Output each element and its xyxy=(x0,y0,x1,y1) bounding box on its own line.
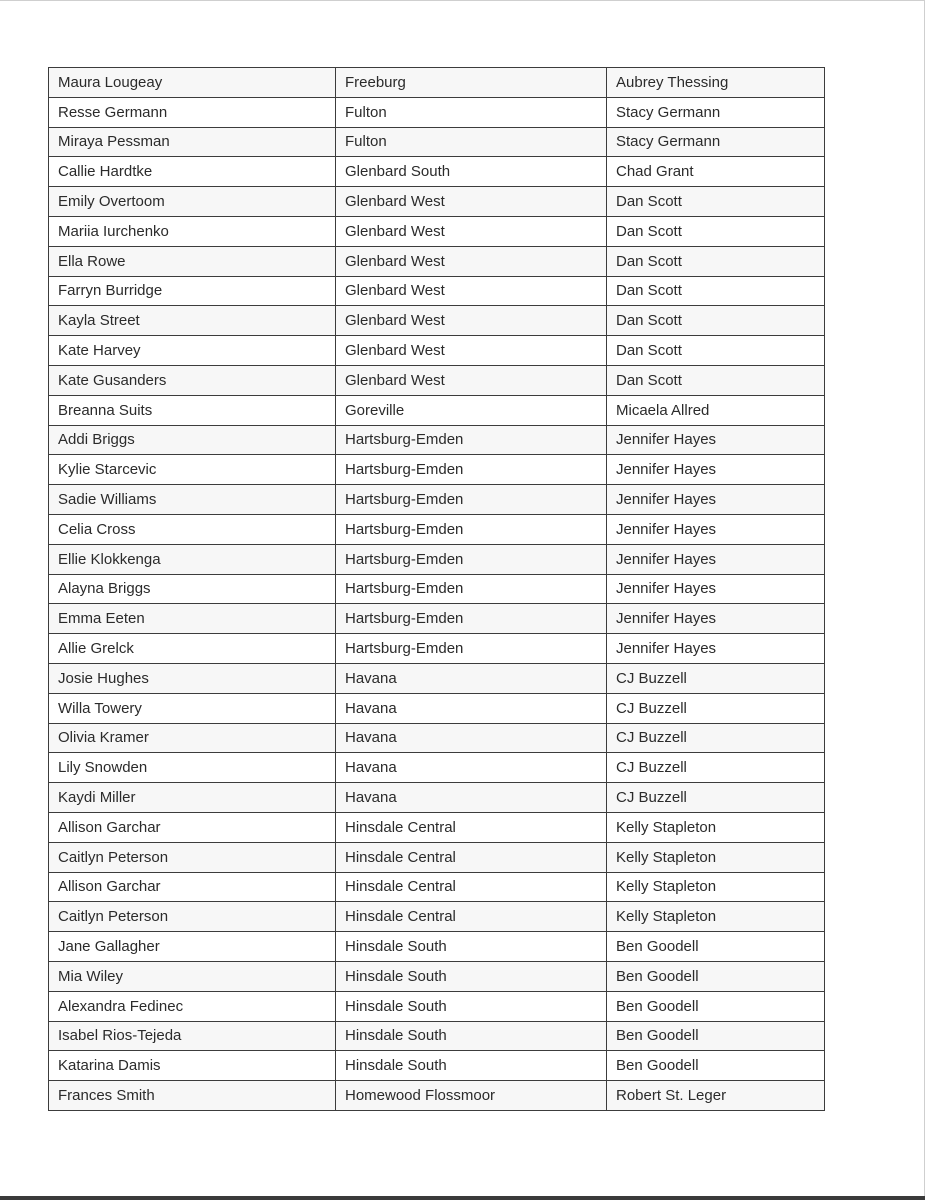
table-row xyxy=(49,485,825,515)
athlete-name-cell: Caitlyn Peterson xyxy=(49,902,336,932)
school-cell: Hartsburg-Emden xyxy=(336,485,607,515)
roster-table-body xyxy=(49,68,825,1111)
school-cell: Glenbard West xyxy=(336,306,607,336)
roster-table xyxy=(48,67,825,1111)
school-cell: Goreville xyxy=(336,395,607,425)
table-row xyxy=(49,425,825,455)
coach-name-cell: Jennifer Hayes xyxy=(607,634,825,664)
table-row xyxy=(49,842,825,872)
coach-name-cell: Dan Scott xyxy=(607,187,825,217)
school-cell: Hartsburg-Emden xyxy=(336,425,607,455)
coach-name-cell: Jennifer Hayes xyxy=(607,604,825,634)
table-row xyxy=(49,306,825,336)
school-cell: Glenbard West xyxy=(336,246,607,276)
athlete-name-cell: Mia Wiley xyxy=(49,961,336,991)
coach-name-cell: Kelly Stapleton xyxy=(607,902,825,932)
athlete-name-cell: Allison Garchar xyxy=(49,812,336,842)
athlete-name-cell: Lily Snowden xyxy=(49,753,336,783)
athlete-name-cell: Mariia Iurchenko xyxy=(49,216,336,246)
coach-name-cell: Chad Grant xyxy=(607,157,825,187)
athlete-name-cell: Allison Garchar xyxy=(49,872,336,902)
athlete-name-cell: Callie Hardtke xyxy=(49,157,336,187)
athlete-name-cell: Frances Smith xyxy=(49,1081,336,1111)
coach-name-cell: Jennifer Hayes xyxy=(607,544,825,574)
coach-name-cell: Dan Scott xyxy=(607,306,825,336)
table-row xyxy=(49,783,825,813)
table-row xyxy=(49,753,825,783)
coach-name-cell: Jennifer Hayes xyxy=(607,514,825,544)
school-cell: Havana xyxy=(336,783,607,813)
coach-name-cell: Ben Goodell xyxy=(607,1021,825,1051)
athlete-name-cell: Kayla Street xyxy=(49,306,336,336)
table-row xyxy=(49,902,825,932)
athlete-name-cell: Kate Harvey xyxy=(49,336,336,366)
school-cell: Glenbard South xyxy=(336,157,607,187)
coach-name-cell: CJ Buzzell xyxy=(607,783,825,813)
school-cell: Havana xyxy=(336,663,607,693)
coach-name-cell: Dan Scott xyxy=(607,336,825,366)
coach-name-cell: Kelly Stapleton xyxy=(607,872,825,902)
school-cell: Hinsdale Central xyxy=(336,842,607,872)
athlete-name-cell: Kate Gusanders xyxy=(49,365,336,395)
coach-name-cell: CJ Buzzell xyxy=(607,693,825,723)
table-row xyxy=(49,455,825,485)
table-row xyxy=(49,127,825,157)
table-row xyxy=(49,187,825,217)
school-cell: Hinsdale Central xyxy=(336,812,607,842)
coach-name-cell: Jennifer Hayes xyxy=(607,455,825,485)
table-row xyxy=(49,1051,825,1081)
school-cell: Hinsdale South xyxy=(336,991,607,1021)
school-cell: Homewood Flossmoor xyxy=(336,1081,607,1111)
coach-name-cell: Jennifer Hayes xyxy=(607,485,825,515)
coach-name-cell: Micaela Allred xyxy=(607,395,825,425)
coach-name-cell: Dan Scott xyxy=(607,365,825,395)
athlete-name-cell: Resse Germann xyxy=(49,97,336,127)
table-row xyxy=(49,693,825,723)
table-row xyxy=(49,246,825,276)
athlete-name-cell: Olivia Kramer xyxy=(49,723,336,753)
table-row xyxy=(49,514,825,544)
coach-name-cell: Ben Goodell xyxy=(607,961,825,991)
table-row xyxy=(49,68,825,98)
athlete-name-cell: Willa Towery xyxy=(49,693,336,723)
school-cell: Fulton xyxy=(336,127,607,157)
athlete-name-cell: Katarina Damis xyxy=(49,1051,336,1081)
athlete-name-cell: Alexandra Fedinec xyxy=(49,991,336,1021)
school-cell: Hinsdale South xyxy=(336,1021,607,1051)
athlete-name-cell: Sadie Williams xyxy=(49,485,336,515)
coach-name-cell: Ben Goodell xyxy=(607,932,825,962)
school-cell: Hartsburg-Emden xyxy=(336,514,607,544)
table-row xyxy=(49,961,825,991)
coach-name-cell: Dan Scott xyxy=(607,246,825,276)
page-bottom-border xyxy=(0,1196,925,1200)
athlete-name-cell: Kylie Starcevic xyxy=(49,455,336,485)
coach-name-cell: Kelly Stapleton xyxy=(607,842,825,872)
school-cell: Hinsdale South xyxy=(336,1051,607,1081)
table-row xyxy=(49,1081,825,1111)
coach-name-cell: CJ Buzzell xyxy=(607,753,825,783)
coach-name-cell: Stacy Germann xyxy=(607,97,825,127)
coach-name-cell: Kelly Stapleton xyxy=(607,812,825,842)
table-row xyxy=(49,216,825,246)
athlete-name-cell: Caitlyn Peterson xyxy=(49,842,336,872)
coach-name-cell: Ben Goodell xyxy=(607,1051,825,1081)
table-row xyxy=(49,634,825,664)
school-cell: Hartsburg-Emden xyxy=(336,604,607,634)
school-cell: Havana xyxy=(336,723,607,753)
school-cell: Glenbard West xyxy=(336,336,607,366)
athlete-name-cell: Emily Overtoom xyxy=(49,187,336,217)
athlete-name-cell: Kaydi Miller xyxy=(49,783,336,813)
athlete-name-cell: Miraya Pessman xyxy=(49,127,336,157)
athlete-name-cell: Celia Cross xyxy=(49,514,336,544)
school-cell: Glenbard West xyxy=(336,187,607,217)
table-row xyxy=(49,1021,825,1051)
table-row xyxy=(49,663,825,693)
table-row xyxy=(49,932,825,962)
coach-name-cell: CJ Buzzell xyxy=(607,663,825,693)
table-row xyxy=(49,276,825,306)
athlete-name-cell: Breanna Suits xyxy=(49,395,336,425)
athlete-name-cell: Allie Grelck xyxy=(49,634,336,664)
athlete-name-cell: Isabel Rios-Tejeda xyxy=(49,1021,336,1051)
table-row xyxy=(49,544,825,574)
school-cell: Glenbard West xyxy=(336,216,607,246)
table-row xyxy=(49,991,825,1021)
table-row xyxy=(49,723,825,753)
coach-name-cell: Dan Scott xyxy=(607,276,825,306)
table-row xyxy=(49,604,825,634)
coach-name-cell: Dan Scott xyxy=(607,216,825,246)
athlete-name-cell: Maura Lougeay xyxy=(49,68,336,98)
table-row xyxy=(49,157,825,187)
school-cell: Havana xyxy=(336,753,607,783)
school-cell: Glenbard West xyxy=(336,276,607,306)
athlete-name-cell: Ella Rowe xyxy=(49,246,336,276)
school-cell: Hinsdale Central xyxy=(336,902,607,932)
coach-name-cell: Jennifer Hayes xyxy=(607,574,825,604)
table-row xyxy=(49,812,825,842)
school-cell: Hinsdale South xyxy=(336,961,607,991)
table-row xyxy=(49,97,825,127)
page-top-border xyxy=(0,0,925,1)
school-cell: Fulton xyxy=(336,97,607,127)
school-cell: Hartsburg-Emden xyxy=(336,544,607,574)
coach-name-cell: Jennifer Hayes xyxy=(607,425,825,455)
athlete-name-cell: Alayna Briggs xyxy=(49,574,336,604)
school-cell: Hartsburg-Emden xyxy=(336,455,607,485)
school-cell: Havana xyxy=(336,693,607,723)
school-cell: Hartsburg-Emden xyxy=(336,634,607,664)
athlete-name-cell: Addi Briggs xyxy=(49,425,336,455)
table-row xyxy=(49,574,825,604)
athlete-name-cell: Emma Eeten xyxy=(49,604,336,634)
table-row xyxy=(49,395,825,425)
coach-name-cell: Aubrey Thessing xyxy=(607,68,825,98)
school-cell: Glenbard West xyxy=(336,365,607,395)
athlete-name-cell: Jane Gallagher xyxy=(49,932,336,962)
school-cell: Hartsburg-Emden xyxy=(336,574,607,604)
athlete-name-cell: Ellie Klokkenga xyxy=(49,544,336,574)
athlete-name-cell: Farryn Burridge xyxy=(49,276,336,306)
athlete-name-cell: Josie Hughes xyxy=(49,663,336,693)
coach-name-cell: CJ Buzzell xyxy=(607,723,825,753)
school-cell: Hinsdale Central xyxy=(336,872,607,902)
coach-name-cell: Robert St. Leger xyxy=(607,1081,825,1111)
coach-name-cell: Ben Goodell xyxy=(607,991,825,1021)
table-row xyxy=(49,336,825,366)
table-row xyxy=(49,365,825,395)
coach-name-cell: Stacy Germann xyxy=(607,127,825,157)
school-cell: Hinsdale South xyxy=(336,932,607,962)
school-cell: Freeburg xyxy=(336,68,607,98)
table-row xyxy=(49,872,825,902)
